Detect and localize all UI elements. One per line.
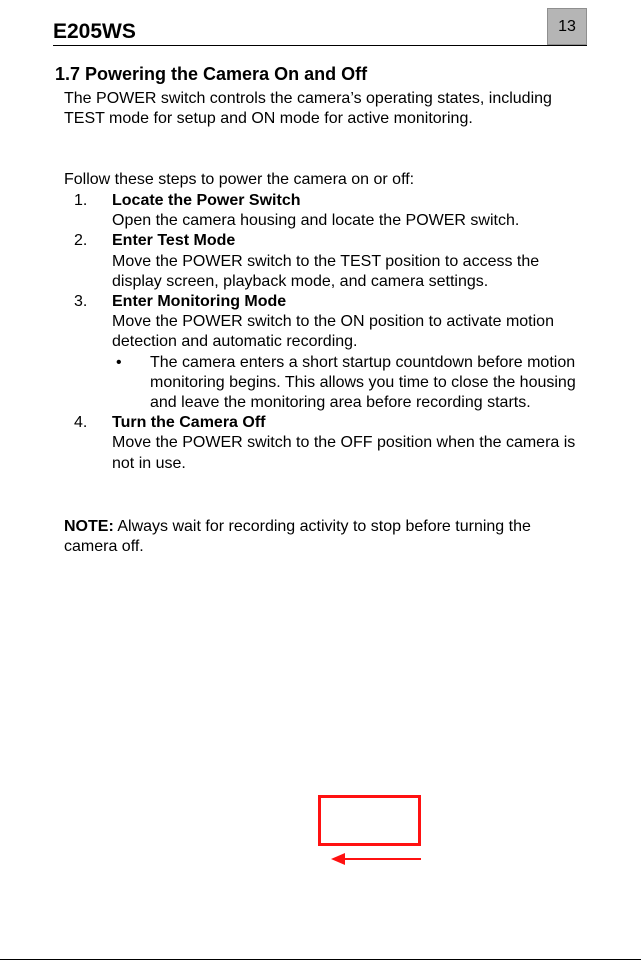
intro-paragraph: The POWER switch controls the camera’s operating states, including TEST mode for setup and ON mode for active monitoring. <box>64 90 552 128</box>
step-title: Enter Test Mode <box>112 232 236 250</box>
header-divider <box>53 45 587 46</box>
step-number: 2. <box>74 232 88 250</box>
step-enter-monitoring-mode <box>64 292 584 413</box>
step-description: Move the POWER switch to the TEST position to access the display screen, playback mode, and camera settings. <box>112 252 540 290</box>
document-model-title: E205WS <box>53 20 136 43</box>
power-steps-list <box>64 191 584 474</box>
step-description: Move the POWER switch to the OFF position when the camera is not in use. <box>112 434 576 472</box>
step-description: Move the POWER switch to the ON position to activate motion detection and automatic recording. <box>112 313 554 351</box>
step-title: Locate the Power Switch <box>112 192 301 209</box>
step-number: 3. <box>74 293 88 311</box>
step-title: Enter Monitoring Mode <box>112 293 287 311</box>
power-note <box>64 517 584 557</box>
left-arrow-icon <box>330 852 422 866</box>
step-number: 1. <box>74 192 88 209</box>
step-title: Turn the Camera Off <box>112 414 266 432</box>
step-turn-camera-off <box>64 413 584 474</box>
step-description: Open the camera housing and locate the POWER switch. <box>112 212 520 230</box>
footer-divider <box>0 959 641 960</box>
step-enter-test-mode <box>64 231 584 292</box>
monitoring-countdown-bullet <box>112 353 584 414</box>
section-title: 1.7 Powering the Camera On and Off <box>55 64 368 84</box>
steps-lead-in: Follow these steps to power the camera on or off: <box>64 171 415 188</box>
step-number: 4. <box>74 414 88 432</box>
arrow-head <box>331 853 345 865</box>
red-annotation-box <box>318 795 421 846</box>
note-label: NOTE: <box>64 518 114 535</box>
bullet-text: The camera enters a short startup countdown before motion monitoring begins. This allows you time to close the housing and leave the monitoring area before recording starts. <box>150 353 576 412</box>
page-number-badge: 13 <box>547 8 587 45</box>
note-text: Always wait for recording activity to stop before turning the camera off. <box>64 518 531 556</box>
bullet-icon: • <box>116 353 122 371</box>
step-locate-power-switch <box>64 191 584 231</box>
